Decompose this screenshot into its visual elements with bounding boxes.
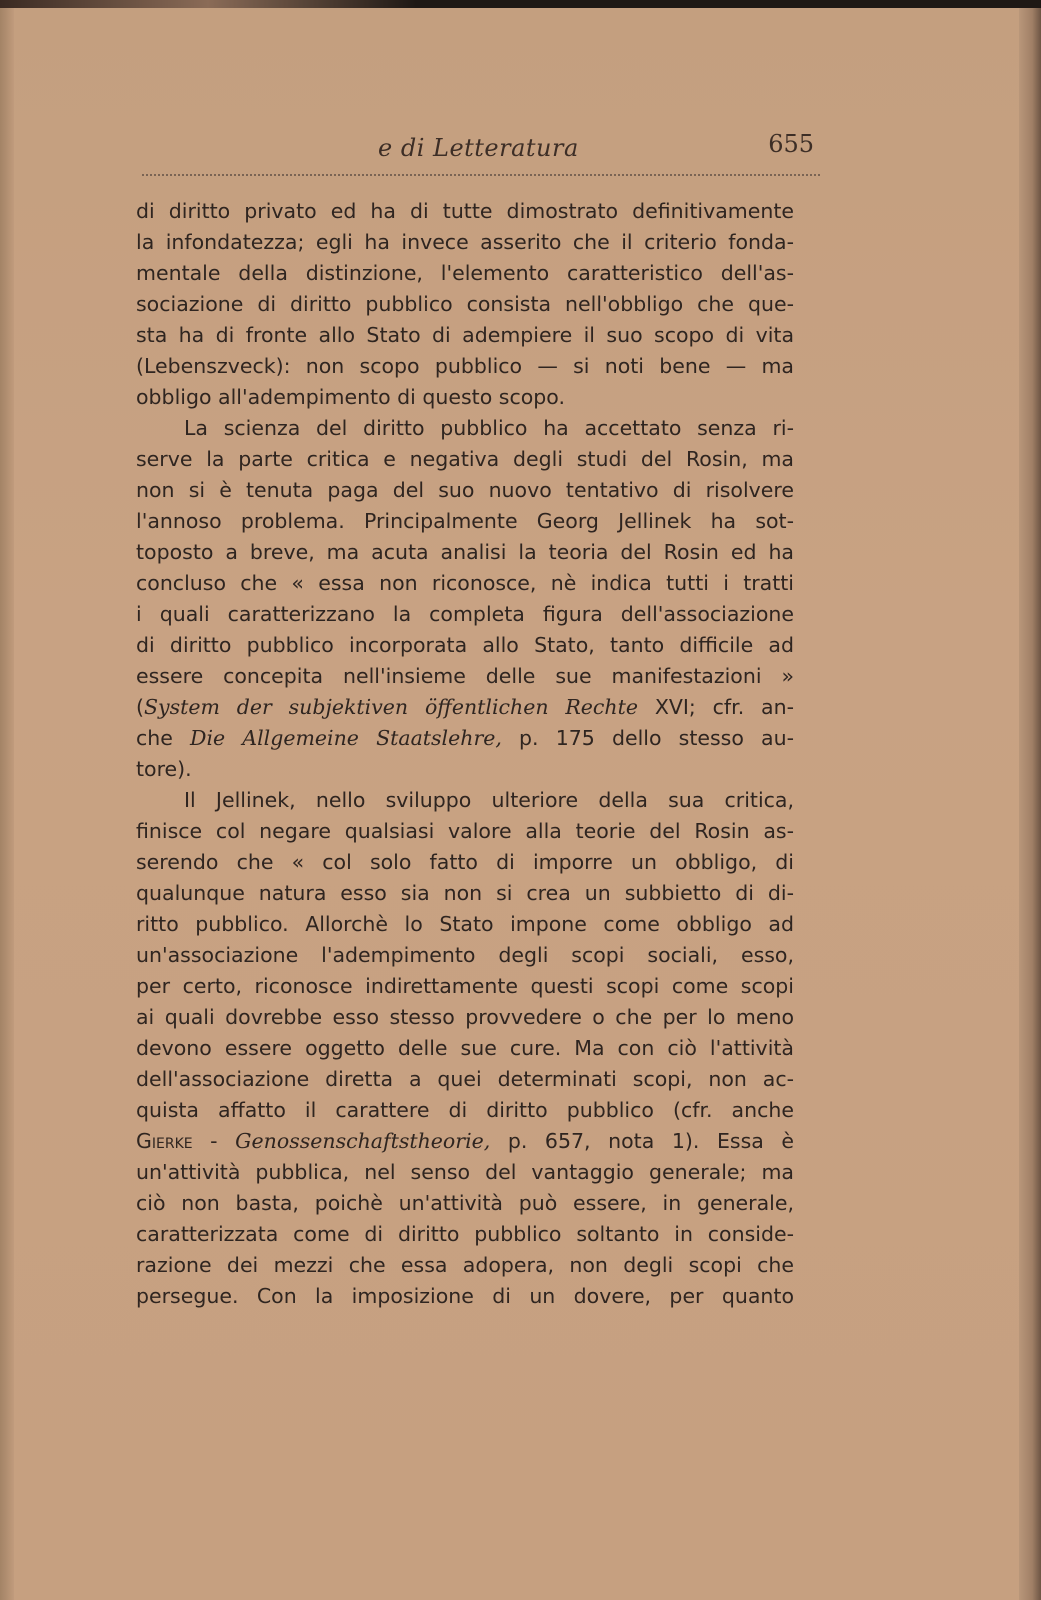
page-number: 655 — [768, 130, 814, 158]
text-line: per certo, riconosce indirettamente questi scopi come scopi — [136, 974, 794, 998]
text-line: ai quali dovrebbe esso stesso provvedere o che per lo meno — [136, 1005, 794, 1029]
text-line: ritto pubblico. Allorchè lo Stato impone come obbligo ad — [136, 912, 794, 936]
text-line: Il Jellinek, nello sviluppo ulteriore della sua critica, — [184, 788, 794, 812]
text-line: dell'associazione diretta a quei determinati scopi, non ac- — [136, 1067, 794, 1091]
page-top-edge — [0, 0, 1041, 8]
text-fragment: che — [136, 726, 173, 750]
header-rule — [142, 174, 820, 176]
text-line: qualunque natura esso sia non si crea un subbietto di di- — [136, 881, 794, 905]
text-line: essere concepita nell'insieme delle sue manifestazioni » — [136, 664, 794, 688]
page-header — [138, 130, 818, 170]
text-line: quista affatto il carattere di diritto pubblico (cfr. anche — [136, 1098, 794, 1122]
citation-rest: p. 175 dello stesso au- — [501, 726, 794, 750]
text-line: sta ha di fronte allo Stato di adempiere il suo scopo di vita — [136, 323, 794, 347]
cited-work-title: Genossenschaftstheorie, — [235, 1129, 491, 1153]
cited-work-title: System der subjektiven öffentlichen Rechte — [144, 695, 638, 719]
text-line: finisce col negare qualsiasi valore alla teorie del Rosin as- — [136, 819, 794, 843]
text-line: serendo che « col solo fatto di imporre un obbligo, di — [136, 850, 794, 874]
separator: - — [192, 1129, 236, 1153]
text-line: persegue. Con la imposizione di un dovere, per quanto — [136, 1284, 794, 1308]
text-line-citation — [136, 692, 794, 723]
text-line: tore). — [136, 757, 192, 781]
cited-work-title: Die Allgemeine Staatslehre, — [190, 726, 502, 750]
text-line: non si è tenuta paga del suo nuovo tentativo di risolvere — [136, 478, 794, 502]
text-line: (Lebenszveck): non scopo pubblico — si noti bene — ma — [136, 354, 794, 378]
text-line: un'associazione l'adempimento degli scopi sociali, esso, — [136, 943, 794, 967]
text-line: serve la parte critica e negativa degli studi del Rosin, ma — [136, 447, 794, 471]
text-line: toposto a breve, ma acuta analisi la teoria del Rosin ed ha — [136, 540, 794, 564]
text-line: un'attività pubblica, nel senso del vantaggio generale; ma — [136, 1160, 794, 1184]
citation-rest: XVI; cfr. an- — [637, 695, 794, 719]
text-line: razione dei mezzi che essa adopera, non degli scopi che — [136, 1253, 794, 1277]
cited-author: Gierke — [136, 1129, 193, 1153]
text-line: la infondatezza; egli ha invece asserito che il criterio fonda- — [136, 230, 794, 254]
text-line: La scienza del diritto pubblico ha accettato senza ri- — [184, 416, 794, 440]
text-line: l'annoso problema. Principalmente Georg Jellinek ha sot- — [136, 509, 794, 533]
text-line: concluso che « essa non riconosce, nè indica tutti i tratti — [136, 571, 794, 595]
body-text — [136, 196, 794, 1312]
text-line: sociazione di diritto pubblico consista nell'obbligo che que- — [136, 292, 794, 316]
text-line-citation — [136, 723, 794, 754]
text-line: i quali caratterizzano la completa figura dell'associazione — [136, 602, 794, 626]
page-left-shadow — [0, 0, 14, 1600]
running-title: e di Letteratura — [378, 134, 579, 162]
text-line: ciò non basta, poichè un'attività può essere, in generale, — [136, 1191, 794, 1215]
text-line: devono essere oggetto delle sue cure. Ma con ciò l'attività — [136, 1036, 794, 1060]
text-line: di diritto pubblico incorporata allo Stato, tanto difficile ad — [136, 633, 794, 657]
text-line: caratterizzata come di diritto pubblico soltanto in conside- — [136, 1222, 794, 1246]
text-line: obbligo all'adempimento di questo scopo. — [136, 385, 565, 409]
text-line: mentale della distinzione, l'elemento caratteristico dell'as- — [136, 261, 794, 285]
citation-rest: p. 657, nota 1). Essa è — [490, 1129, 795, 1153]
text-line: di diritto privato ed ha di tutte dimostrato definitivamente — [136, 199, 794, 223]
page-right-edge — [1019, 0, 1041, 1600]
text-line-citation — [136, 1126, 794, 1157]
open-paren: ( — [136, 695, 144, 719]
